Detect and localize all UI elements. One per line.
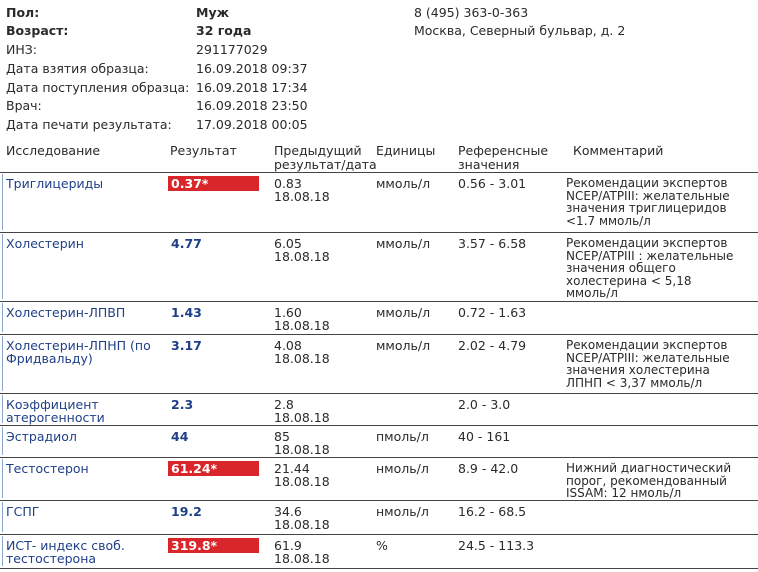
row-divider: [0, 534, 758, 535]
comment-line: Рекомендации экспертов: [566, 236, 728, 250]
comment-line: порог, рекомендованный: [566, 473, 727, 488]
reference-range: 8.9 - 42.0: [458, 461, 519, 476]
units: %: [376, 538, 388, 553]
row-left-bar: [2, 395, 3, 423]
comment-line: Рекомендации экспертов: [566, 176, 728, 190]
row-divider: [0, 457, 758, 458]
previous-value: 21.44: [274, 461, 310, 476]
reference-range: 0.56 - 3.01: [458, 176, 527, 191]
header-comment: Комментарий: [573, 143, 664, 158]
header-prev-line2: результат/дата: [274, 157, 377, 172]
test-name: ГСПГ: [6, 504, 40, 519]
row-divider: [0, 232, 758, 233]
previous-date: 18.08.18: [274, 474, 330, 489]
previous-date: 18.08.18: [274, 351, 330, 366]
result-value: 319.8*: [171, 538, 218, 553]
units: ммоль/л: [376, 338, 431, 353]
previous-value: 2.8: [274, 397, 294, 412]
header-test: Исследование: [6, 143, 101, 158]
result-value: 1.43: [171, 305, 202, 320]
previous-value: 1.60: [274, 305, 302, 320]
inz-value: 291177029: [196, 42, 268, 57]
row-divider: [0, 500, 758, 501]
test-name-line2: тестостерона: [6, 551, 97, 566]
sex-value: Муж: [196, 5, 230, 20]
receive-date-label: Дата поступления образца:: [6, 80, 190, 95]
previous-date: 18.08.18: [274, 189, 330, 204]
units: пмоль/л: [376, 429, 429, 444]
result-value: 3.17: [171, 338, 202, 353]
previous-date: 18.08.18: [274, 442, 330, 457]
comment-line: <1.7 ммоль/л: [566, 213, 651, 228]
test-name-line2: атерогенности: [6, 410, 105, 425]
test-name: ИСТ- индекс своб.: [6, 538, 125, 553]
inz-label: ИНЗ:: [6, 42, 37, 57]
result-value: 19.2: [171, 504, 202, 519]
row-divider: [0, 425, 758, 426]
result-value: 0.37*: [171, 176, 209, 191]
table-top-border: [0, 172, 758, 173]
row-left-bar: [2, 336, 3, 391]
doctor-label: Врач:: [6, 98, 42, 113]
result-value: 61.24*: [171, 461, 218, 476]
reference-range: 24.5 - 113.3: [458, 538, 535, 553]
result-value: 44: [171, 429, 189, 444]
lab-address: Москва, Северный бульвар, д. 2: [414, 23, 626, 38]
result-value: 4.77: [171, 236, 202, 251]
comment-line: значения общего: [566, 261, 676, 275]
row-left-bar: [2, 234, 3, 299]
test-name: Холестерин-ЛПВП: [6, 305, 126, 320]
header-units: Единицы: [376, 143, 436, 158]
header-ref-line1: Референсные: [458, 143, 549, 158]
comment-line: Рекомендации экспертов: [566, 338, 728, 352]
units: нмоль/л: [376, 504, 429, 519]
comment-line: NCEP/ATPIII : желательные: [566, 248, 734, 263]
test-name: Эстрадиол: [6, 429, 77, 444]
previous-date: 18.08.18: [274, 318, 330, 333]
row-left-bar: [2, 303, 3, 332]
header-result: Результат: [170, 143, 237, 158]
print-date-label: Дата печати результата:: [6, 117, 172, 132]
previous-value: 6.05: [274, 236, 302, 251]
previous-value: 0.83: [274, 176, 302, 191]
reference-range: 40 - 161: [458, 429, 511, 444]
previous-value: 4.08: [274, 338, 302, 353]
row-left-bar: [2, 174, 3, 230]
sample-date-label: Дата взятия образца:: [6, 61, 149, 76]
row-left-bar: [2, 536, 3, 566]
row-left-bar: [2, 459, 3, 498]
comment-line: NCEP/ATPIII: желательные: [566, 350, 730, 365]
previous-value: 61.9: [274, 538, 302, 553]
reference-range: 2.0 - 3.0: [458, 397, 511, 412]
reference-range: 2.02 - 4.79: [458, 338, 527, 353]
reference-range: 0.72 - 1.63: [458, 305, 527, 320]
previous-date: 18.08.18: [274, 410, 330, 425]
age-value: 32 года: [196, 23, 252, 38]
header-prev-line1: Предыдущий: [274, 143, 362, 158]
comment-line: NCEP/ATPIII: желательные: [566, 188, 730, 203]
reference-range: 16.2 - 68.5: [458, 504, 527, 519]
row-left-bar: [2, 502, 3, 532]
lab-phone: 8 (495) 363-0-363: [414, 5, 529, 20]
previous-date: 18.08.18: [274, 551, 330, 566]
test-name: Триглицериды: [6, 176, 104, 191]
comment-line: холестерина < 5,18: [566, 273, 692, 288]
test-name-line2: Фридвальду): [6, 351, 93, 366]
row-divider: [0, 393, 758, 394]
test-name: Холестерин-ЛПНП (по: [6, 338, 151, 353]
test-name: Тестостерон: [6, 461, 89, 476]
doctor-value: 16.09.2018 23:50: [196, 98, 308, 113]
comment-line: ммоль/л: [566, 286, 618, 300]
comment-line: значения триглицеридов: [566, 201, 727, 215]
units: ммоль/л: [376, 236, 431, 251]
units: ммоль/л: [376, 305, 431, 320]
previous-date: 18.08.18: [274, 249, 330, 264]
previous-value: 85: [274, 429, 290, 444]
reference-range: 3.57 - 6.58: [458, 236, 527, 251]
receive-date-value: 16.09.2018 17:34: [196, 80, 308, 95]
row-divider: [0, 334, 758, 335]
test-name: Коэффициент: [6, 397, 99, 412]
test-name: Холестерин: [6, 236, 84, 251]
units: ммоль/л: [376, 176, 431, 191]
print-date-value: 17.09.2018 00:05: [196, 117, 308, 132]
sample-date-value: 16.09.2018 09:37: [196, 61, 308, 76]
previous-value: 34.6: [274, 504, 302, 519]
previous-date: 18.08.18: [274, 517, 330, 532]
comment-line: Нижний диагностический: [566, 461, 732, 475]
row-divider: [0, 301, 758, 302]
age-label: Возраст:: [6, 23, 69, 38]
sex-label: Пол:: [6, 5, 40, 20]
comment-line: ЛПНП < 3,37 ммоль/л: [566, 375, 703, 390]
comment-line: значения холестерина: [566, 363, 710, 377]
units: нмоль/л: [376, 461, 429, 476]
row-divider: [0, 568, 758, 569]
row-left-bar: [2, 427, 3, 455]
header-ref-line2: значения: [458, 157, 520, 172]
comment-line: ISSAM: 12 нмоль/л: [566, 486, 682, 500]
result-value: 2.3: [171, 397, 194, 412]
